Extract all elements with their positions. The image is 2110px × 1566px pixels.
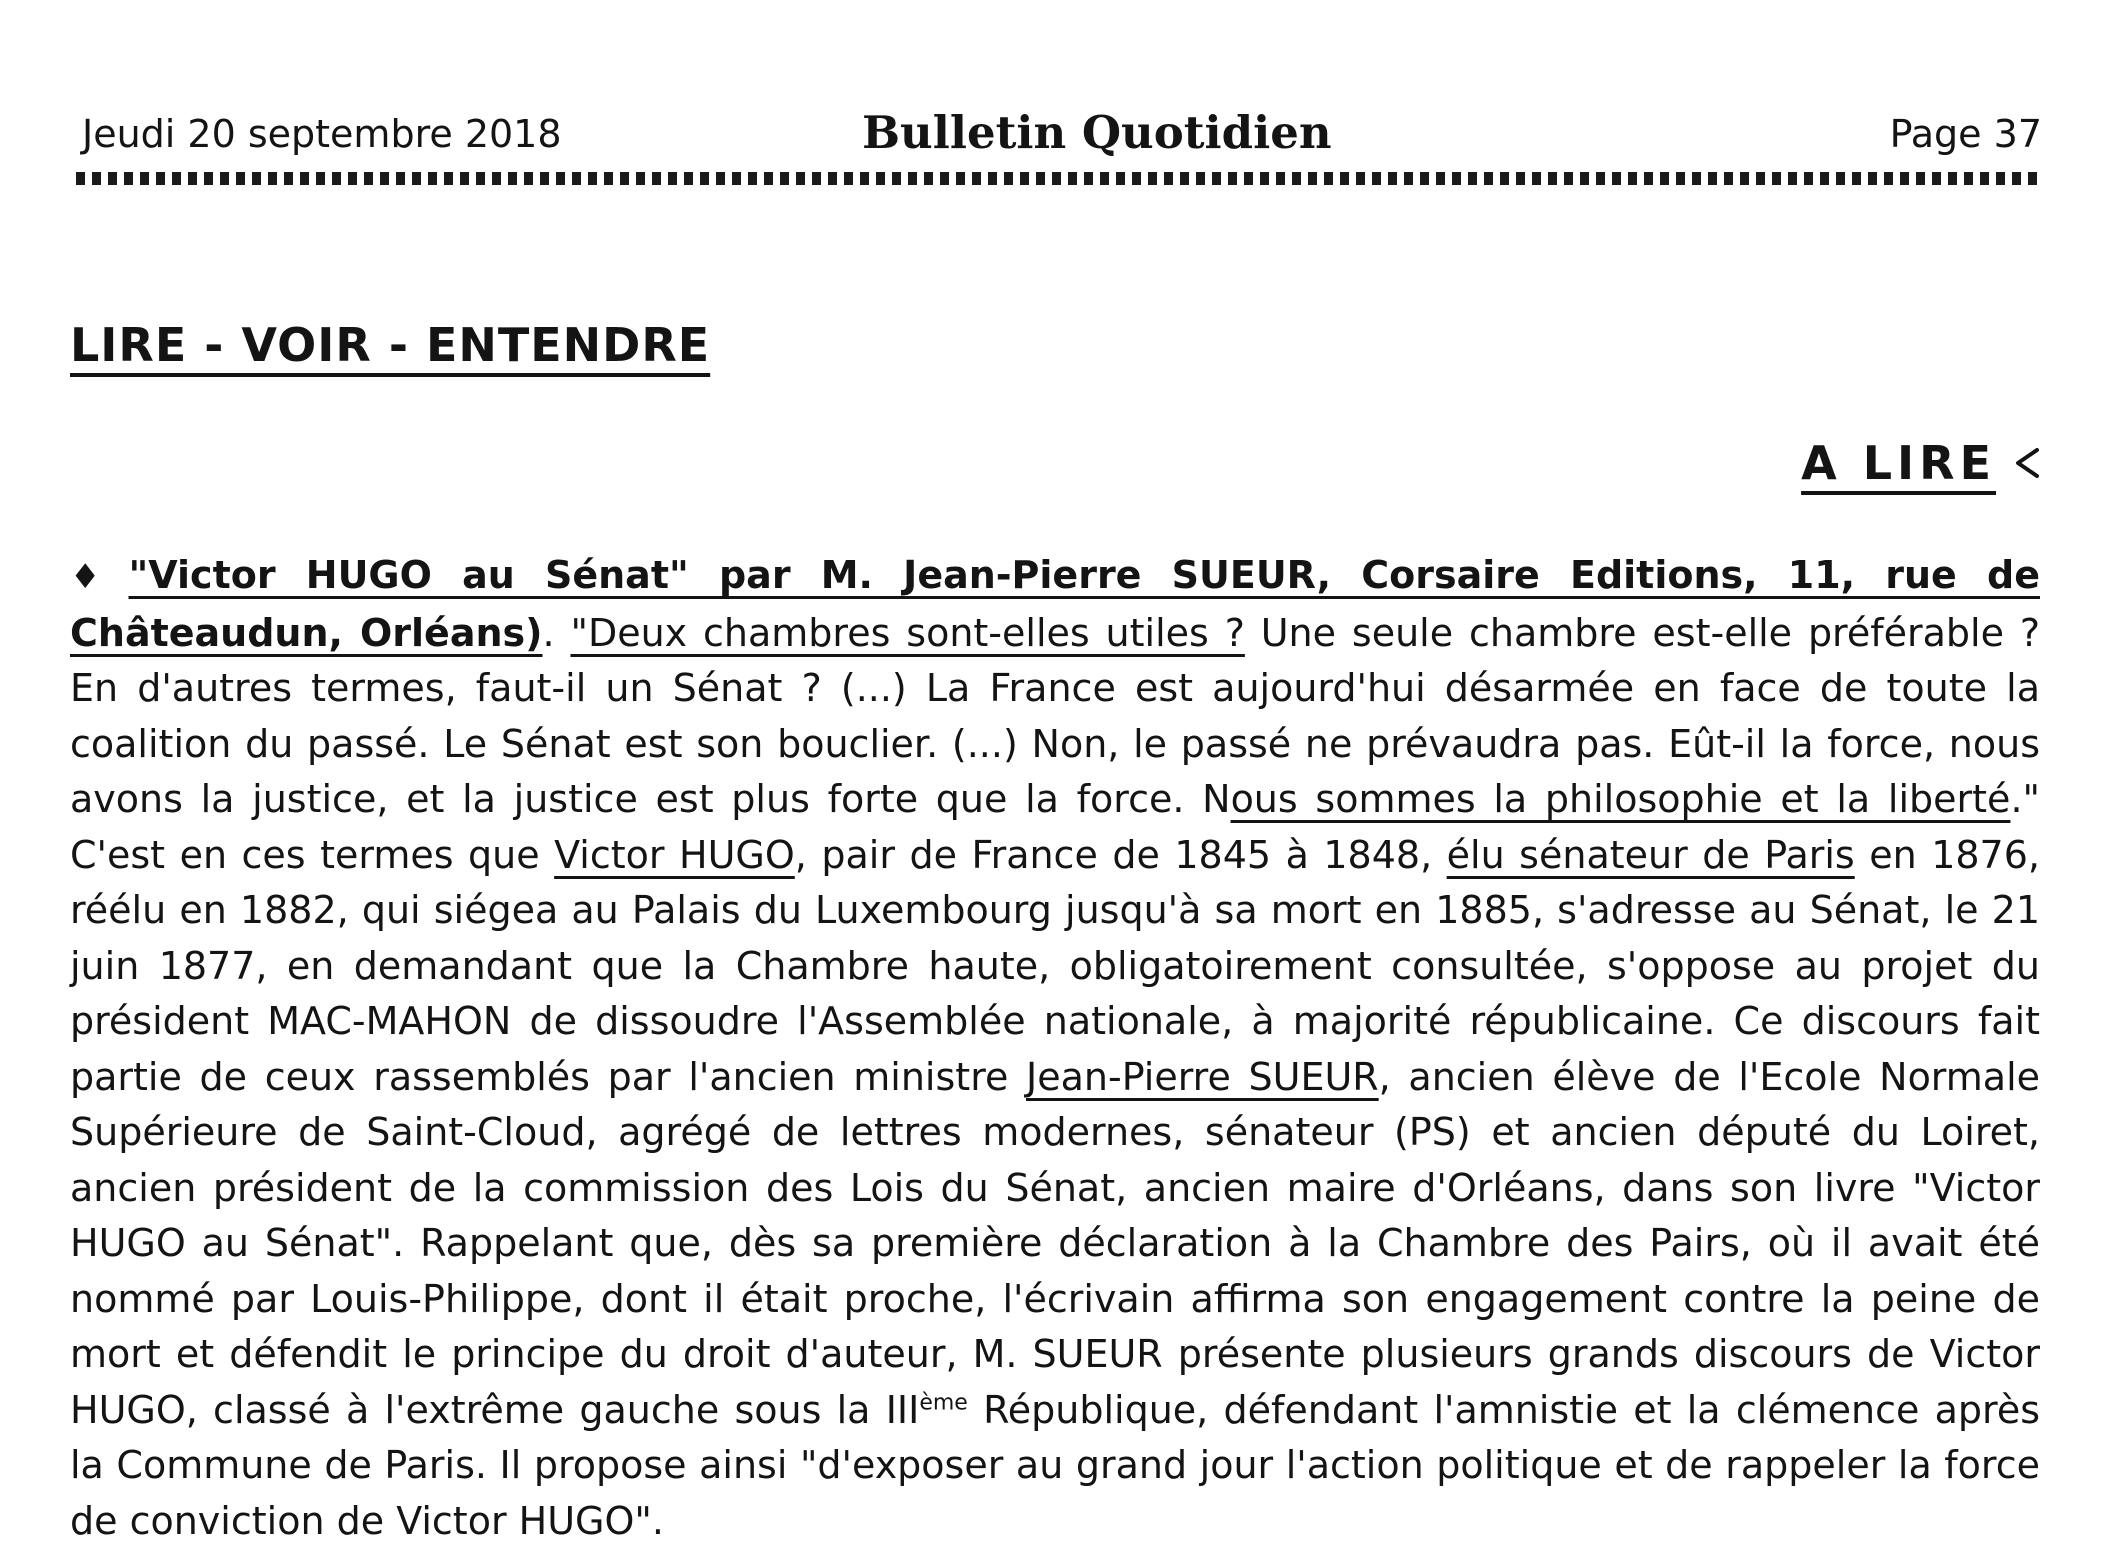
underlined-quote: "Deux chambres sont-elles utiles ? <box>570 610 1245 655</box>
text-run: République, défendant l'amnistie et la clémence après la Commune de Paris. Il propose ainsi "d'exposer au grand jour l'action politique et de rappeler la force de conviction de Victor HUGO". <box>70 1387 2041 1543</box>
superscript: ème <box>919 1389 968 1415</box>
dotted-divider <box>76 172 2042 185</box>
arrow-left-icon <box>2014 447 2040 479</box>
text-run: Une seule chambre est-elle préférable ? En d'autres termes, faut-il un Sénat ? (...) La France est aujourd'hui désarmée en face de toute la coalition du passé. Le Sénat est son bouclier. (...) Non, le passé ne prévaudra pas. Eût-il la force, nous avons la justice, et la justice est plus forte que la force. N <box>70 610 2040 821</box>
header-date: Jeudi 20 septembre 2018 <box>82 112 562 156</box>
underlined-name: Jean-Pierre SUEUR <box>1026 1054 1379 1099</box>
bullet-icon: ♦ <box>70 557 101 597</box>
page-number: Page 37 <box>1889 112 2042 156</box>
underlined-phrase: ous sommes la philosophie et la liberté <box>1230 777 2011 821</box>
page-header <box>82 106 2042 166</box>
text-run: en 1876, réélu en 1882, qui siégea au Palais du Luxembourg jusqu'à sa mort en 1885, s'adresse au Sénat, le 21 juin 1877, en demandant que la Chambre haute, obligatoirement consultée, s'oppose au projet du président MAC-MAHON de dissoudre l'Assemblée nationale, à majorité républicaine. Ce discours fait partie de ceux rassemblés par l'ancien ministre <box>70 832 2040 1099</box>
article-body <box>70 548 2040 1549</box>
text-run: , pair de France de 1845 à 1848, <box>794 832 1447 877</box>
article-paragraph <box>70 548 2040 1549</box>
text-run: . <box>542 610 571 655</box>
subsection-heading <box>1801 436 2040 490</box>
text-run: ." C'est en ces termes que <box>70 777 2040 877</box>
text-run: , ancien élève de l'Ecole Normale Supérieure de Saint-Cloud, agrégé de lettres modernes, sénateur (PS) et ancien député du Loiret, ancien président de la commission des Lois du Sénat, ancien maire d'Orléans, dans son livre "Victor HUGO au Sénat". Rappelant que, dès sa première déclaration à la Chambre des Pairs, où il avait été nommé par Louis-Philippe, dont il était proche, l'écrivain affirma son engagement contre la peine de mort et défendit le principe du droit d'auteur, M. SUEUR présente plusieurs grands discours de Victor HUGO, classé à l'extrême gauche sous la III <box>70 1054 2041 1432</box>
publication-title: Bulletin Quotidien <box>862 106 1332 159</box>
underlined-phrase: élu sénateur de Paris <box>1446 832 1855 877</box>
subsection-label: A LIRE <box>1801 436 1996 490</box>
section-title: LIRE - VOIR - ENTENDRE <box>70 318 711 372</box>
book-reference: "Victor HUGO au Sénat" par M. Jean-Pierre SUEUR, Corsaire Editions, 11, rue de Châteaudun, Orléans) <box>70 553 2040 655</box>
underlined-name: Victor HUGO <box>554 832 795 877</box>
